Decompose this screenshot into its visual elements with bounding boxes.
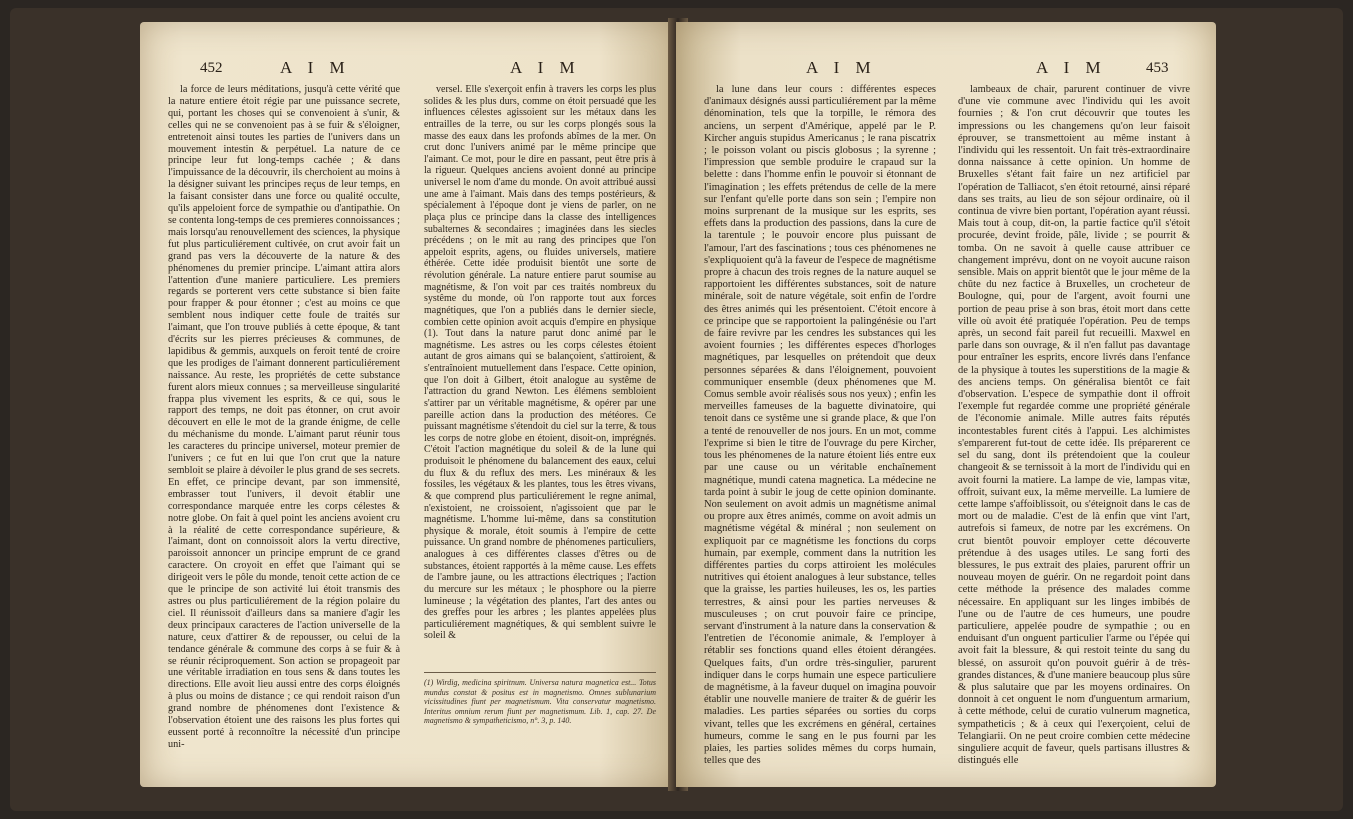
footnote-rule	[424, 672, 656, 673]
text-column-2	[424, 84, 656, 664]
page-number: 452	[200, 60, 223, 76]
page-number: 453	[1146, 60, 1169, 76]
text-column-1	[704, 84, 936, 774]
body-text: la lune dans leur cours : différentes especes d'animaux désignés aussi particuliérement par la même dénomination, tels que la torpille, le rémora des anciens, un serpent d'Amérique, appelé par le P. Kircher anguis stupidus Americanus ; le rana piscatrix ; le poisson volant ou piscis globosus ; la syrenne ; l'impression que semble produire le crapaud sur la belette : dans l'homme enfin le pouvoir si étonnant de l'imagination ; les effets prétendus de celle de la mere sur l'enfant qu'elle porte dans son sein ; l'empire non moins surprenant de la musique sur les esprits, ses effets dans la production des passions, dans la cure de la tarentule ; le pouvoir encore plus puissant de l'amour, l'art des fascinations ; tous ces phénomenes ne s'expliquoient qu'à la faveur de l'espece de magnétisme propre à chacun des trois regnes de la nature auquel se rapportoient les différentes substances, soit de nature minérale, soit de nature végétale, soit enfin de l'ordre des êtres animés qui les présentoient. C'étoit encore à ce principe que se rapportoient la palingénésie ou l'art de faire revivre par les cendres les substances qui les avoient fournies ; les différentes especes d'horloges magnétiques, par lesquelles on prétendoit que deux personnes séparées & dans l'éloignement, pouvoient communiquer ensemble (deux phénomenes que M. Comus semble avoir réalisés sous nos yeux) ; enfin les merveilles fameuses de la baguette divinatoire, qui tenoit dans ce systême une si grande place, & que l'on a tenté de renouveller de nos jours. En un mot, comme l'exprime si bien le titre de l'ouvrage du pere Kircher, tous les phénomenes de la nature étoient liés entre eux par une cause ou un véritable enchaînement magnétique, mundi catena magnetica. La médecine ne tarda point à subir le joug de cette opinion dominante. Non seulement on avoit admis un magnétisme animal ou propre aux êtres animés, comme on avoit admis un magnétisme végétal & minéral ; non seulement on expliquoit par ce magnétisme les fonctions du corps humain, par exemple, comment dans la nutrition les différentes parties du corps attiroient les molécules nutritives qui étoient analogues à leur substance, telles que la graisse, les parties huileuses, les os, les parties terrestres, & ainsi pour les parties nerveuses & musculeuses ; on crut pouvoir faire ce principe, servant d'instrument à la nature dans la conservation & l'entretien de l'économie animale, & l'employer à rétablir ses fonctions quand elles étoient dérangées. Quelques faits, d'un ordre très-singulier, parurent indiquer dans le corps humain une espece particuliere de magnétisme, à la faveur duquel on imagina pouvoir établir une nouvelle maniere de traiter & de guérir les maladies. Les parties séparées ou sorties du corps vivant, telles que les excrémens en général, certaines humeurs, comme le sang en le pus fourni par les plaies, les parties solides mêmes du corps humain, telles que des	[704, 84, 936, 767]
footnote: (1) Wirdig, medicina spiritnum. Universa natura magnetica est... Totus mundus constat & positus est in magnetismo. Omnes sublunarium vicissitudines fiunt per magnetismum. Vita conservatur magnetismo. Interitus omnium rerum fiunt per magnetismum. Lib. 1, cap. 27. De magnetismo & sympatheticismo, n°. 3, p. 140.	[424, 678, 656, 726]
running-head: A I M	[280, 58, 351, 77]
body-text: versel. Elle s'exerçoit enfin à travers les corps les plus solides & les plus durs, comme on étoit persuadé que les influences célestes agissoient sur les métaux dans les entrailles de la terre, ou sur les corps plongés sous la masse des eaux dans les profonds abîmes de la mer. On crut donc l'univers animé par le même principe que l'aimant. Ce mot, pour le dire en passant, peut être pris à la rigueur. Quelques anciens avoient donné au principe universel le nom d'ame du monde. On avoit attribué aussi une ame à l'aimant. Mais dans des temps postérieurs, & spécialement à l'époque dont je viens de parler, on ne plaça plus ce principe dans la classe des intelligences subalternes & secondaires ; imaginées dans les siecles précédens ; on le mit au rang des principes que l'on appeloit esprits, agens, ou fluides universels, matiere éthérée. Cette idée produisit bientôt une sorte de révolution générale. La nature entiere parut soumise au magnétisme, & l'on voit par ces traités nombreux du systême du monde, où l'on rapporte tout aux forces magnétiques, que l'on a publiés dans le dernier siecle, combien cette opinion avoit acquis d'empire en physique (1). Tout dans la nature parut donc animé par le magnétisme. Les astres ou les corps célestes étoient autant de gros aimans qui se balançoient, s'attiroient, & s'entraînoient mutuellement dans l'espace. Cette opinion, que l'on doit à Gilbert, étoit analogue au systême de l'attraction du grand Newton. Les élémens sembloient s'attirer par un véritable magnétisme, & opérer par une pareille action dans la production des météores. Ce puissant magnétisme s'étendoit du ciel sur la terre, & tous les corps de notre globe en étoient, disoit-on, imprégnés. C'étoit l'action magnétique du soleil & de la lune qui produisoit le phénomene du balancement des eaux, celui du flux & du reflux des mers. Les minéraux & les fossiles, les végétaux & les plantes, tous les êtres vivans, & que comprend plus particuliérement le regne animal, n'existoient, ne croissoient, n'agissoient que par le magnétisme. L'homme lui-même, dans sa constitution physique & morale, étoit soumis à l'empire de cette puissance. Un grand nombre de phénomenes particuliers, analogues à ces différentes classes d'êtres ou de substances, étoient rapportés à la même cause. Les effets de l'ambre jaune, ou les attractions électriques ; l'action du mercure sur les métaux ; le phosphore ou la pierre lumineuse ; la végétation des plantes, l'art des antes ou des greffes pour les arbres ; les plantes appelées plus particuliérement magnétiques, & qui semblent suivre le soleil &	[424, 84, 656, 642]
body-text: lambeaux de chair, parurent continuer de vivre d'une vie commune avec l'individu qui les avoit fournies ; & l'on crut découvrir que toutes les impressions ou les changemens qu'on leur faisoit éprouver, se transmettoient au même instant à l'individu qui les ressentoit. Un fait très-extraordinaire donna naissance à cette opinion. Un homme de Bruxelles s'étant fait faire un nez artificiel par l'opération de Talliacot, s'en étoit retourné, ainsi réparé dans ses traits, au lieu de son séjour ordinaire, où il continua de vivre bien portant, l'opération ayant réussi. Mais tout à coup, dit-on, la partie factice qu'il s'étoit procurée, devint froide, pâle, livide ; se pourrit & tomba. On ne savoit à quelle cause attribuer ce changement imprévu, dont on ne voyoit aucune raison sensible. Mais on apprit bientôt que le jour même de la chûte du nez factice à Bruxelles, un crocheteur de Boulogne, qui, pour de l'argent, avoit fourni une portion de peau prise à son bras, étoit mort dans cette ville où avoit été pratiquée l'opération. Peu de temps après, un second fait pareil fut recueilli. Maxwel en parle dans son ouvrage, & il n'en fallut pas davantage pour entraîner les esprits, encore livrés dans l'enfance de la physique à toutes les superstitions de la magie & des anciens temps. On généralisa bientôt ce fait d'observation. L'espece de sympathie dont il offroit l'exemple fut regardée comme une propriété générale de l'économie animale. Mille autres faits réputés incontestables furent cités à l'appui. Les alchimistes s'emparerent fut-tout de cette idée. Ils préparerent ce sel du sang, dont ils prétendoient que la couleur changeoit & se ternissoit à la mort de l'individu qui en avoit fourni la matiere. La lampe de vie, lampas vitæ, offroit, suivant eux, la même merveille. La lumiere de cette lampe s'affoiblissoit, ou s'éteignoit dans le cas de mort ou de maladie. C'est de là enfin que vint l'art, autrefois si fameux, de notre par les excrémens. On crut bientôt pouvoir employer cette découverte prétendue à des usages utiles. Le sang forti des blessures, le pus extrait des plaies, parurent offrir un nouveau moyen de guérir. On ne regardoit point dans cette méthode la présence des malades comme nécessaire. En appliquant sur les linges imbibés de l'une ou de l'autre de ces humeurs, une poudre particuliere, appelée poudre de sympathie ; ou en enduisant d'un onguent particulier l'arme ou l'épée qui avoit fait la blessure, & qui restoit teinte du sang du blessé, on assuroit qu'on pouvoit guérir à de très-grandes distances, & d'une maniere beaucoup plus sûre & plus salutaire que par les moyens ordinaires. On donnoit à cet onguent le nom d'unguentum armarium, à cette méthode, celui de curatio vulnerum magnetica, sympatheticis ; & à ceux qui l'exerçoient, celui de Telangiarii. On ne peut croire combien cette médecine singuliere acquit de faveur, quels partisans illustres & distingués elle	[958, 84, 1190, 767]
running-head: A I M	[510, 58, 581, 77]
left-page	[140, 22, 680, 787]
body-text: la force de leurs méditations, jusqu'à cette vérité que la nature entiere étoit régie par une puissance secrete, qui, portant les choses qui se convenoient à s'unir, & celles qui ne se convenoient pas à se fuir & s'éloigner, entretenoit ainsi toutes les parties de l'univers dans un mouvement intestin & perpétuel. La nature de ce principe leur fut long-temps cachée ; & dans l'impuissance de la découvrir, ils cherchoient au moins à la désigner suivant les principes reçus de leur temps, en la faisant consister dans une force ou qualité occulte, qu'ils appeloient force de sympathie ou d'antipathie. On se contenta long-temps de ces premieres connoissances ; mais lorsqu'au renouvellement des sciences, la physique fut plus particuliérement cultivée, on crut avoir fait un grand pas vers la découverte de la nature & des phénomenes du premier principe. L'aimant attira alors l'attention d'une maniere particuliere. Les premiers regards se porterent vers cette substance si bien faite pour frapper & pour étonner ; c'est au moins ce que semblent nous indiquer cette foule de traités sur l'aimant, que l'on trouve publiés à cette époque, & tant d'écrits sur les pierres précieuses & communes, de lapidibus & gemmis, auxquels on feroit tenté de croire que les prodiges de l'aimant donnerent particuliérement naissance. Au reste, les propriétés de cette substance furent alors mieux connues ; sa merveilleuse singularité frappa plus vivement les esprits, & ce qui, sous le rapport des temps, ne doit pas étonner, on crut avoir découvert en elle le mot de la grande énigme, de celle du méchanisme du monde. L'aimant parut réunir tous les caracteres du principe universel, moteur premier de l'univers ; ce fut en lui que l'on crut que la nature sembloit se plaire à dévoiler le plus grand de ses secrets. En effet, ce principe devant, par son immensité, embrasser tout l'univers, il devoit établir une correspondance marquée entre les corps célestes & notre globe. On fait à quel point les anciens avoient cru à la réalité de cette correspondance supérieure, & l'aimant, dont on connoissoit alors la vertu directive, paroissoit annoncer un principe emprunt de ce grand caractere. On croyoit en effet que l'aimant qui se dirigeoit vers le pôle du monde, tenoit cette action de ce que le principe de son activité lui étoit transmis des astres ou plus particuliérement de la région polaire du ciel. Il réunissoit d'ailleurs dans sa maniere d'agir les deux principaux caracteres de l'action universelle de la nature, ceux d'attirer & de repousser, ou celui de la tendance générale & commune des corps à se fuir & à se réunir réciproquement. Son action se propageoit par une véritable irradiation en tous sens & dans toutes les directions. Elle avoit lieu aussi entre des corps éloignés à plus ou moins de distance ; ce qui rendoit raison d'un grand nombre de phénomenes dont l'existence & l'observation étoient une des raisons les plus fortes qui eussent porté à reconnoître la nécessité d'un principe uni-	[168, 84, 400, 750]
right-page	[676, 22, 1216, 787]
text-column-1	[168, 84, 400, 774]
running-head: A I M	[806, 58, 877, 77]
running-head: A I M	[1036, 58, 1107, 77]
text-column-2	[958, 84, 1190, 774]
